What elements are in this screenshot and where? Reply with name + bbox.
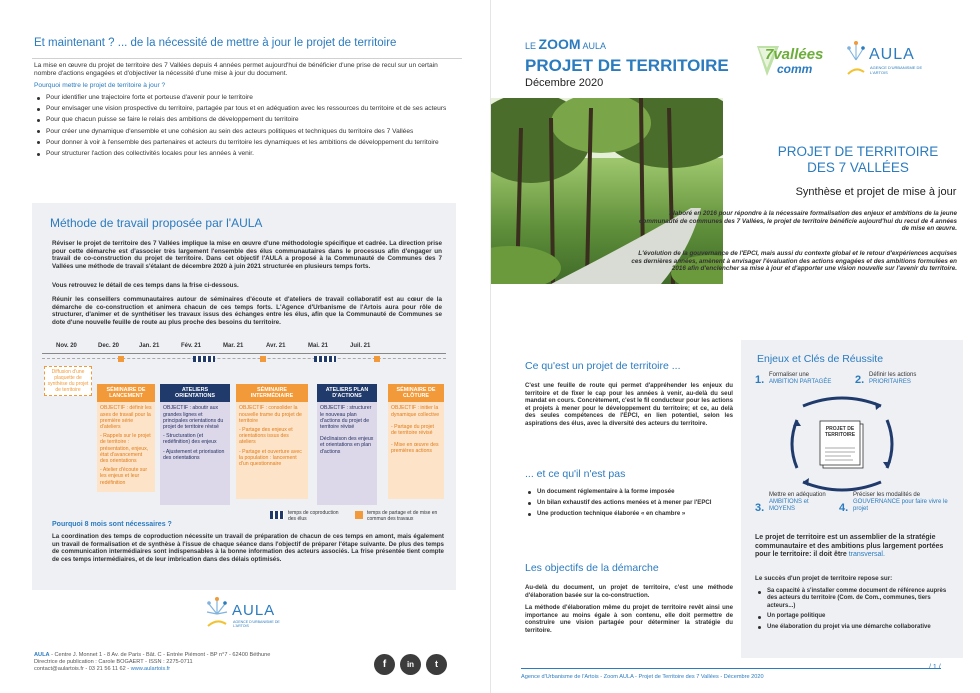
- keys-p1-text: Le projet de territoire est un assemblier de la stratégie communautaire et des ambitions plus largement portées pour le territoire: il doit être: [755, 534, 944, 558]
- legend-orange-swatch: [355, 511, 363, 519]
- not-title: ... et ce qu'il n'est pas: [525, 468, 626, 480]
- partner-logo-7vallees: [753, 44, 833, 80]
- card-title: SÉMINAIRE DE LANCEMENT: [97, 384, 155, 402]
- card-point: - Ajustement et priorisation des orientations: [163, 448, 225, 461]
- key-number: 3.: [755, 502, 765, 514]
- box-title-line2: DES 7 VALLÉES: [807, 160, 909, 175]
- month-label: Juil. 21: [350, 343, 371, 349]
- facebook-icon[interactable]: f: [374, 654, 395, 675]
- zoom-word: ZOOM: [538, 36, 581, 52]
- timeline-marker: [260, 356, 266, 362]
- card-objective: OBJECTIF : définir les axes de travail pour la première série d'ateliers: [100, 405, 152, 431]
- footer-website-link[interactable]: www.aulartois.fr: [130, 666, 171, 672]
- card-point: - Atelier d'écoute sur les enjeux et leur redéfinition: [100, 467, 148, 486]
- zoom-label: [525, 36, 606, 52]
- timeline-card: [317, 384, 377, 505]
- keys-p1-highlight: transversal.: [848, 551, 885, 558]
- key-line2: PRIORITAIRES: [869, 379, 911, 385]
- card-objective: OBJECTIF : aboutir aux grandes lignes et principales orientations du projet de territoire révisé: [163, 405, 224, 431]
- key-line2: GOUVERNANCE pour faire vivre le projet: [853, 499, 948, 512]
- card-point: - Partage du projet de territoire révisé: [391, 423, 434, 437]
- keys-title: Enjeux et Clés de Réussite: [757, 353, 884, 365]
- timeline-marker: [193, 356, 215, 362]
- key-line2: AMBITIONS et MOYENS: [769, 499, 809, 512]
- month-label: Mar. 21: [223, 343, 244, 349]
- why-list: [34, 94, 459, 161]
- card-body: [97, 402, 155, 492]
- aula-logo-text: AULA: [232, 602, 276, 619]
- not-item: Un bilan exhaustif des actions menées et à mener par l'EPCI: [525, 499, 733, 507]
- zoom-date: Décembre 2020: [525, 77, 604, 89]
- what-title: Ce qu'est un projet de territoire ...: [525, 360, 681, 372]
- card-body: [388, 402, 444, 499]
- timeline-dashes: [42, 358, 446, 359]
- method-p1: Réviser le projet de territoire des 7 Vallées implique la mise en œuvre d'une méthodologie spécifique et cadrée. La direction prise pour cette démarche est d'associer très largement l'ensemble des élus communautaires dans le processus afin d'engager un travail de co-construction du projet de territoire. Dans cet objectif l'AULA a proposé à la Communauté de Communes des 7 Vallées une méthode de travail s'étalant de décembre 2020 à juin 2021 structurée en plusieurs temps forts.: [52, 240, 442, 270]
- month-label: Avr. 21: [266, 343, 286, 349]
- box-title: [753, 144, 963, 176]
- card-point: - Structuration (et redéfinition) des enjeux: [163, 433, 217, 446]
- month-label: Nov. 20: [56, 343, 77, 349]
- key-line1: Mettre en adéquation: [769, 492, 826, 498]
- card-point: - Rappels sur le projet de territoire : présentation, enjeux, état d'avancement des orientations: [100, 433, 151, 465]
- aula-logo-mark: [845, 38, 867, 82]
- key-number: 2.: [855, 374, 865, 386]
- key-number: 4.: [839, 502, 849, 514]
- twitter-icon[interactable]: t: [426, 654, 447, 675]
- intro-text: La mise en œuvre du projet de territoire des 7 Vallées depuis 4 années permet aujourd'hui de bénéficier d'une prise de recul sur un certain nombre d'actions engagées et d'objectiver la nécessité d'une mise à jour du document.: [34, 62, 438, 78]
- legend-navy-label: temps de coproduction des élus: [288, 510, 339, 522]
- card-objective: OBJECTIF : structurer le nouveau plan d'actions du projet de territoire révisé: [320, 405, 372, 431]
- legend-orange-label: temps de partage et de mise en commun des travaux: [367, 510, 438, 522]
- zoom-title: PROJET DE TERRITOIRE: [525, 56, 729, 75]
- month-label: Jan. 21: [139, 343, 160, 349]
- box-title-line1: PROJET DE TERRITOIRE: [777, 144, 939, 159]
- footer-org: AULA: [34, 652, 50, 658]
- eight-text: La coordination des temps de coproduction nécessite un travail de préparation de chacun de ces temps en amont, mais également un travail de formalisation et de synthèse à l'issue de chaque séance dans l'objectif de préparer l'étape suivante. De plus des temps de communication intermédiaires sont indispensables à la bonne information des acteurs associés. La frise présentée tient compte de ces temps intermédiaires, et de leur imbrication dans des délais optimisés.: [52, 533, 444, 563]
- partner1-sub: comm: [777, 62, 813, 76]
- box-p1: Élaboré en 2016 pour répondre à la nécessaire formalisation des enjeux et ambitions de la jeune communauté de communes des 7 Vallées, le projet de territoire bénéficie aujourd'hui du recul de 4 années de mise en œuvre.: [639, 210, 957, 233]
- method-title: Méthode de travail proposée par l'AULA: [50, 216, 263, 230]
- timeline-card: [97, 384, 155, 492]
- aula-logo-mark: [204, 594, 230, 634]
- method-p3: Réunir les conseillers communautaires autour de séminaires d'écoute et d'ateliers de travail collaboratif est au cœur de la démarche de co-construction et animera chacun de ces temps forts. L'Agence d'Urbanisme de l'Artois aura pour rôle de structurer, d'animer et de synthétiser les travaux issus des échanges entre les élus, afin que la Communauté de Communes se dote d'une nouvelle feuille de route au plus proche des besoins du territoire.: [52, 296, 442, 326]
- footer-contact: contact@aulartois.fr - 03 21 56 11 62 -: [34, 666, 131, 672]
- card-point: Déclinaison des enjeux et orientations en plan d'actions: [320, 436, 374, 455]
- timeline-card: [160, 384, 230, 505]
- linkedin-icon[interactable]: in: [400, 654, 421, 675]
- timeline-card: [236, 384, 308, 499]
- month-label: Fév. 21: [181, 343, 201, 349]
- card-title: SÉMINAIRE DE CLÔTURE: [388, 384, 444, 402]
- why-item: Pour envisager une vision prospective du territoire, partagée par tous et en adéquation avec les ressources du territoire et de ses acteurs: [34, 105, 459, 113]
- card-point: - Mise en œuvre des premières actions: [391, 442, 439, 455]
- keys-list: [755, 588, 951, 634]
- partner1-name: 7vallées: [765, 46, 824, 63]
- right-page: [490, 0, 980, 693]
- key-number: 1.: [755, 374, 765, 386]
- timeline-marker: [314, 356, 336, 362]
- partner2-sub: AGENCE D'URBANISME DE L'ARTOIS: [870, 65, 923, 75]
- card-point: - Partage des enjeux et orientations issus des ateliers: [239, 427, 293, 446]
- divider: [32, 58, 462, 59]
- zoom-le: LE: [525, 41, 537, 51]
- card-title: ATELIERS PLAN D'ACTIONS: [317, 384, 377, 402]
- timeline-card: [388, 384, 444, 499]
- card-point: - Partage et ouverture avec la population : lancement d'un questionnaire: [239, 448, 302, 468]
- card-body: [236, 402, 308, 499]
- partner2-name: AULA: [869, 46, 915, 63]
- keys-diagram: [787, 396, 897, 492]
- page-number-value: 1: [932, 664, 937, 671]
- footer-publication: Directrice de publication : Carole BOGAERT - ISSN : 2275-0711: [34, 659, 193, 665]
- footer-text: Agence d'Urbanisme de l'Artois - Zoom AULA - Projet de Territoire des 7 Vallées - Décembre 2020: [521, 674, 764, 680]
- keys-p1: [755, 534, 951, 560]
- key-line1: Préciser les modalités de: [853, 492, 921, 498]
- month-label: Mai. 21: [308, 343, 329, 349]
- box-p2: L'évolution de la gouvernance de l'EPCI, mais aussi du contexte global et le retour d'expériences acquises ces dernières années, amènent à envisager l'évaluation des actions engagées et des ambitions formulées en 2016 afin d'enclencher sa mise à jour et d'apporter une vision nouvelle sur l'avenir du territoire.: [631, 250, 957, 273]
- card-title: SÉMINAIRE INTERMÉDIAIRE: [236, 384, 308, 402]
- card-objective: OBJECTIF : initier la dynamique collective: [391, 405, 440, 418]
- why-title: Pourquoi mettre le projet de territoire à jour ?: [34, 82, 166, 89]
- not-item: Une production technique élaborée « en chambre »: [525, 510, 733, 518]
- obj-title: Les objectifs de la démarche: [525, 562, 659, 574]
- card-body: [317, 402, 377, 505]
- legend-navy-swatch: [270, 511, 284, 519]
- footer-address: - Centre J. Monnet 1 - 8 Av. de Paris - Bât. C - Entrée Piémont - BP n°7 - 62400 Béthune: [49, 652, 271, 658]
- card-title: ATELIERS ORIENTATIONS: [160, 384, 230, 402]
- card-objective: OBJECTIF : consolider la nouvelle trame du projet de territoire: [239, 405, 302, 424]
- not-list: [525, 488, 733, 522]
- zoom-aula: AULA: [582, 41, 607, 51]
- why-item: Pour donner à voir à l'ensemble des partenaires et acteurs du territoire les dynamiques et les ambitions de développement du territoire: [34, 139, 459, 147]
- not-item: Un document réglementaire à la forme imposée: [525, 488, 733, 496]
- what-text: C'est une feuille de route qui permet d'appréhender les enjeux du territoire et de fixer le cap pour les années à venir, au-delà du seul mandat en cours. Concrètement, c'est le fil conducteur pour les actions et projets à mener pour le développement du territoire; et ce, au delà des seules compétences de l'EPCI, en lien potentiel, selon les aspirations des élus, avec la diversité des acteurs du territoire.: [525, 382, 733, 427]
- key-line1: Formaliser une: [769, 372, 810, 378]
- obj-p2: La méthode d'élaboration même du projet de territoire revêt ainsi une importance au moins égale à son contenu, elle doit permettre de construire une vision partagée pour déterminer la stratégie du territoire.: [525, 604, 733, 634]
- doc-label: PROJET DE TERRITOIRE: [824, 426, 856, 438]
- keys-p2: Le succès d'un projet de territoire repose sur:: [755, 575, 893, 582]
- eight-title: Pourquoi 8 mois sont nécessaires ?: [52, 521, 172, 528]
- keys-item: Sa capacité à s'installer comme document de référence auprès des acteurs du territoire (Com. de Com., communes, tiers acteurs...): [755, 588, 951, 610]
- timeline-marker: [374, 356, 380, 362]
- why-item: Pour structurer l'action des collectivités locales pour les années à venir.: [34, 150, 459, 158]
- card-body: [160, 402, 230, 505]
- month-label: Dec. 20: [98, 343, 120, 349]
- box-subtitle: Synthèse et projet de mise à jour: [795, 186, 957, 198]
- why-item: Pour identifier une trajectoire forte et porteuse d'avenir pour le territoire: [34, 94, 459, 102]
- keys-item: Un portage politique: [755, 613, 951, 620]
- key-line1: Définir les actions: [869, 372, 917, 378]
- timeline-marker: [118, 356, 124, 362]
- why-item: Pour créer une dynamique d'ensemble et une cohésion au sein des acteurs politiques et techniques du territoire des 7 Vallées: [34, 128, 459, 136]
- page-number: / 1 /: [929, 664, 941, 671]
- obj-p1: Au-delà du document, un projet de territoire, c'est une méthode d'élaboration basée sur la co-construction.: [525, 584, 733, 599]
- keys-item: Une élaboration du projet via une démarche collaborative: [755, 624, 951, 631]
- why-item: Pour que chacun puisse se faire le relais des ambitions de développement du territoire: [34, 116, 459, 124]
- footer-info: [34, 652, 334, 673]
- method-p2: Vous retrouvez le détail de ces temps dans la frise ci-dessous.: [52, 282, 239, 289]
- timeline-axis: [42, 353, 446, 354]
- diffusion-note: Diffusion d'une plaquette de synthèse du projet de territoire: [44, 366, 92, 396]
- aula-logo-sub: AGENCE D'URBANISME DE L'ARTOIS: [233, 620, 280, 629]
- footer-rule: [521, 668, 941, 669]
- intro-title: Et maintenant ? ... de la nécessité de mettre à jour le projet de territoire: [34, 37, 397, 49]
- key-line2: AMBITION PARTAGÉE: [769, 379, 832, 385]
